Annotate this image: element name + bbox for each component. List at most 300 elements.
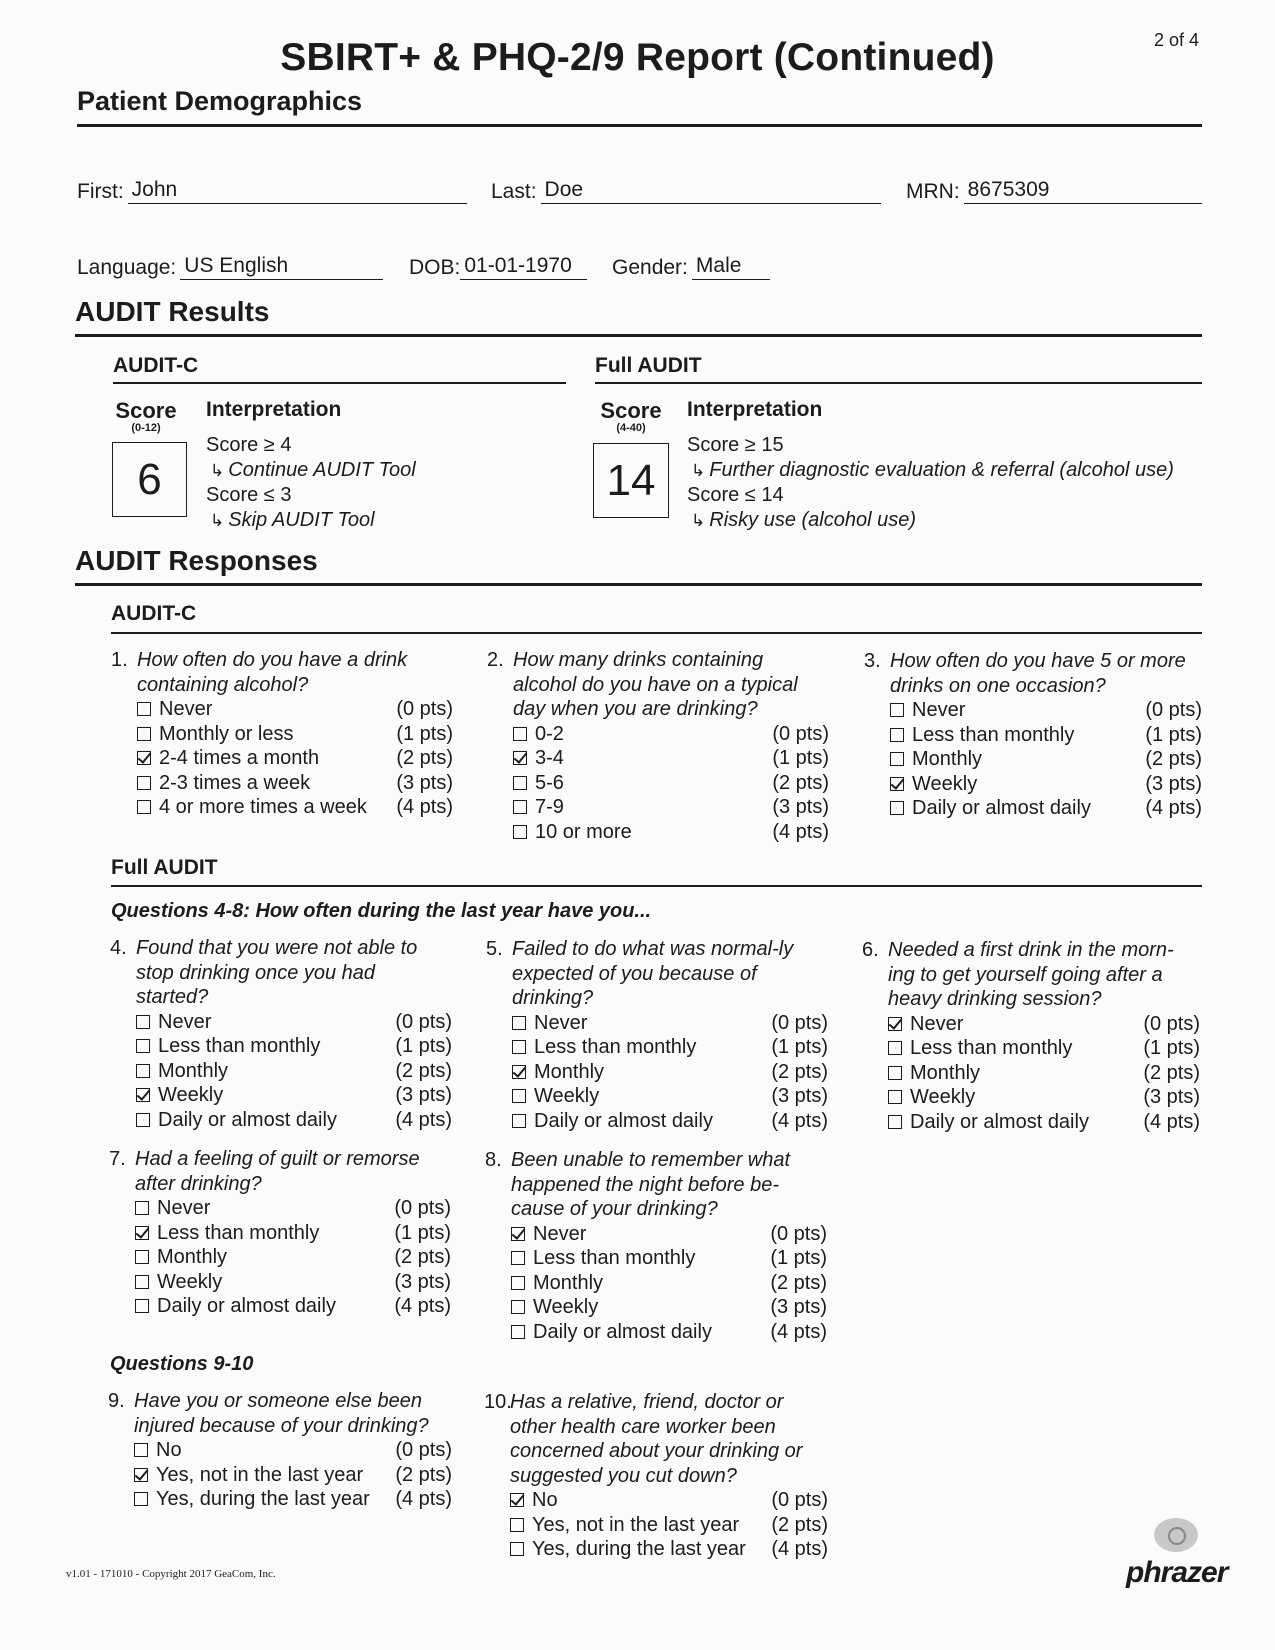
- auditc-responses-rule: [111, 632, 1202, 634]
- answer-option: [109, 1270, 451, 1295]
- answer-label: No: [156, 1439, 182, 1461]
- last-name-value: Doe: [541, 178, 881, 204]
- answer-option-left: [888, 1012, 963, 1037]
- auditc-interp-rule-1: Score ≥ 4: [206, 434, 292, 456]
- checkbox-icon: [511, 1325, 525, 1339]
- answer-points: (3 pts): [396, 771, 453, 794]
- checked-checkbox-icon: [134, 1468, 148, 1482]
- question-number: 6.: [862, 939, 879, 961]
- answer-label: 7-9: [535, 796, 564, 818]
- answer-points: (4 pts): [770, 1320, 827, 1343]
- answer-option: [484, 1488, 828, 1513]
- question-text: How often do you have a drink containing alcohol?: [137, 649, 408, 696]
- answer-option: [110, 1083, 452, 1108]
- answer-option-left: [888, 1036, 1072, 1061]
- question-text: Had a feeling of guilt or remorse after drinking?: [135, 1148, 420, 1195]
- answer-option-left: [137, 771, 310, 796]
- audit-results-heading: AUDIT Results: [75, 296, 270, 327]
- answer-label: Yes, not in the last year: [156, 1463, 364, 1486]
- full-audit-interp-action-1-text: Further diagnostic evaluation & referral (alcohol use): [709, 459, 1174, 481]
- answer-option: [110, 1034, 452, 1059]
- answer-option: [484, 1513, 828, 1538]
- answer-option: [108, 1487, 452, 1512]
- checkbox-icon: [135, 1299, 149, 1313]
- answer-option-left: [513, 795, 564, 820]
- question-9: [108, 1389, 452, 1512]
- answer-option: [110, 1108, 452, 1133]
- answer-label: Never: [159, 698, 213, 720]
- answer-label: Daily or almost daily: [912, 797, 1091, 819]
- question-text: Needed a first drink in the morn-ing to get yourself going after a heavy drinking session?: [888, 939, 1174, 1010]
- checked-checkbox-icon: [135, 1226, 149, 1240]
- answer-label: Weekly: [910, 1086, 976, 1108]
- answer-option: [109, 1221, 451, 1246]
- answer-option: [485, 1271, 827, 1296]
- answer-option-left: [511, 1320, 712, 1345]
- answer-option: [485, 1246, 827, 1271]
- answer-option-left: [512, 1011, 587, 1036]
- answer-label: Monthly: [157, 1246, 228, 1268]
- checkbox-icon: [137, 702, 151, 716]
- questions-4-8-title: Questions 4-8: How often during the last year have you...: [111, 900, 652, 922]
- full-audit-result-title: Full AUDIT: [595, 354, 702, 377]
- answer-points: (1 pts): [395, 1035, 452, 1057]
- answer-label: Less than monthly: [910, 1037, 1073, 1059]
- answer-points: (4 pts): [772, 820, 829, 843]
- answer-option: [111, 722, 453, 747]
- question-2: [487, 648, 829, 844]
- full-audit-responses-rule: [111, 885, 1202, 887]
- question-8: [485, 1148, 827, 1344]
- answer-option: [485, 1295, 827, 1320]
- answer-option: [109, 1294, 451, 1319]
- answer-option-left: [135, 1294, 336, 1319]
- question-number: 2.: [487, 649, 504, 671]
- mrn-value: 8675309: [964, 178, 1202, 204]
- answer-label: 2-3 times a week: [159, 771, 311, 794]
- full-audit-interpretation: [687, 433, 1174, 533]
- answer-option-left: [137, 746, 319, 771]
- answer-points: (0 pts): [1145, 699, 1202, 721]
- answer-points: (1 pts): [394, 1221, 451, 1244]
- answer-label: Daily or almost daily: [534, 1109, 713, 1132]
- answer-option: [862, 1061, 1200, 1086]
- answer-label: Weekly: [912, 772, 978, 795]
- auditc-interpretation-label: Interpretation: [206, 398, 342, 421]
- answer-label: 3-4: [535, 747, 564, 769]
- answer-option: [109, 1196, 451, 1221]
- full-audit-score-range: (4-40): [616, 422, 646, 434]
- answer-option-left: [890, 796, 1091, 821]
- checkbox-icon: [510, 1542, 524, 1556]
- answer-option-left: [511, 1271, 603, 1296]
- answer-option: [484, 1537, 828, 1562]
- answer-points: (2 pts): [771, 1060, 828, 1083]
- answer-label: Yes, during the last year: [532, 1538, 746, 1560]
- answer-points: (4 pts): [395, 1488, 452, 1510]
- answer-option: [486, 1060, 828, 1085]
- answer-points: (2 pts): [1145, 748, 1202, 770]
- auditc-score-box: 6: [112, 442, 187, 517]
- answer-option-left: [511, 1246, 695, 1271]
- language-field: [77, 254, 383, 280]
- answer-label: Never: [533, 1222, 587, 1245]
- question-header: [111, 648, 453, 697]
- answer-option: [111, 697, 453, 722]
- answer-option: [864, 723, 1202, 748]
- answer-points: (2 pts): [394, 1246, 451, 1268]
- auditc-interp-action-1: [206, 458, 416, 483]
- arrow-icon: ↳: [210, 511, 225, 530]
- audit-results-rule: [75, 334, 1202, 337]
- answer-label: Monthly: [912, 748, 983, 770]
- question-3: [864, 649, 1202, 821]
- answer-points: (2 pts): [395, 1463, 452, 1486]
- answer-option: [110, 1010, 452, 1035]
- first-name-value: John: [128, 178, 467, 204]
- checked-checkbox-icon: [513, 751, 527, 765]
- answer-label: 4 or more times a week: [159, 796, 367, 818]
- checkbox-icon: [890, 752, 904, 766]
- answer-option: [487, 746, 829, 771]
- answer-option-left: [134, 1463, 363, 1488]
- answer-points: (1 pts): [772, 747, 829, 769]
- auditc-interp-action-1-text: Continue AUDIT Tool: [228, 459, 416, 481]
- answer-points: (0 pts): [771, 1489, 828, 1511]
- answer-option-left: [510, 1488, 558, 1513]
- answer-label: Daily or almost daily: [158, 1108, 337, 1131]
- auditc-responses-title: AUDIT-C: [111, 602, 197, 625]
- answer-label: 2-4 times a month: [159, 747, 320, 769]
- answer-option-left: [137, 697, 212, 722]
- answer-option: [864, 698, 1202, 723]
- answer-option-left: [136, 1108, 337, 1133]
- answer-label: Never: [157, 1197, 211, 1219]
- checkbox-icon: [890, 728, 904, 742]
- answer-label: Less than monthly: [534, 1036, 697, 1058]
- dob-label: DOB:: [409, 256, 461, 279]
- answer-points: (2 pts): [771, 1513, 828, 1536]
- answer-label: Monthly: [158, 1059, 229, 1082]
- answer-label: Daily or almost daily: [157, 1295, 336, 1317]
- checkbox-icon: [511, 1276, 525, 1290]
- answer-label: Weekly: [533, 1296, 599, 1318]
- answer-option: [862, 1012, 1200, 1037]
- answer-label: Less than monthly: [533, 1247, 696, 1269]
- auditc-result-rule: [113, 382, 566, 384]
- question-text: Found that you were not able to stop drinking once you had started?: [136, 937, 418, 1008]
- answer-option-left: [510, 1537, 746, 1562]
- full-audit-result-rule: [595, 382, 1202, 384]
- auditc-interp-action-2-text: Skip AUDIT Tool: [228, 509, 375, 531]
- answer-points: (1 pts): [770, 1247, 827, 1269]
- checked-checkbox-icon: [510, 1493, 524, 1507]
- checked-checkbox-icon: [511, 1227, 525, 1241]
- checkbox-icon: [137, 800, 151, 814]
- first-name-field: [77, 178, 467, 204]
- answer-option: [486, 1011, 828, 1036]
- checkbox-icon: [888, 1115, 902, 1129]
- answer-option-left: [135, 1196, 210, 1221]
- checked-checkbox-icon: [137, 751, 151, 765]
- checkbox-icon: [510, 1518, 524, 1532]
- question-text: How many drinks containing alcohol do you have on a typical day when you are drinking?: [513, 649, 798, 720]
- auditc-interp-rule-2: Score ≤ 3: [206, 484, 292, 506]
- question-number: 7.: [109, 1148, 126, 1170]
- answer-label: Never: [158, 1010, 212, 1033]
- answer-label: 10 or more: [535, 820, 632, 843]
- answer-option-left: [512, 1035, 696, 1060]
- answer-points: (1 pts): [396, 722, 453, 745]
- question-header: [109, 1147, 451, 1196]
- answer-option-left: [512, 1060, 604, 1085]
- answer-option-left: [137, 795, 367, 820]
- first-name-label: First:: [77, 180, 124, 203]
- checkbox-icon: [513, 825, 527, 839]
- question-text: Has a relative, friend, doctor or other health care worker been concerned about your drinking or suggested you cut down?: [510, 1391, 803, 1487]
- answer-option-left: [135, 1245, 227, 1270]
- answer-option: [111, 746, 453, 771]
- answer-points: (4 pts): [771, 1538, 828, 1560]
- answer-option: [486, 1084, 828, 1109]
- question-number: 10.: [484, 1391, 512, 1413]
- demographics-heading: Patient Demographics: [77, 86, 363, 116]
- full-audit-interp-action-2-text: Risky use (alcohol use): [709, 509, 916, 531]
- answer-label: Less than monthly: [912, 723, 1075, 746]
- answer-option-left: [888, 1061, 980, 1086]
- answer-points: (4 pts): [771, 1109, 828, 1132]
- checkbox-icon: [136, 1039, 150, 1053]
- answer-label: Monthly: [533, 1271, 604, 1294]
- answer-points: (2 pts): [396, 747, 453, 769]
- answer-option: [485, 1222, 827, 1247]
- question-1: [111, 648, 453, 820]
- checked-checkbox-icon: [512, 1065, 526, 1079]
- footer-copyright: v1.01 - 171010 - Copyright 2017 GeaCom, Inc.: [66, 1568, 276, 1580]
- answer-points: (4 pts): [396, 796, 453, 818]
- answer-label: Monthly: [534, 1060, 605, 1083]
- question-number: 1.: [111, 649, 128, 671]
- auditc-score-range: (0-12): [131, 422, 161, 434]
- answer-label: Weekly: [158, 1084, 224, 1106]
- question-text: Been unable to remember what happened the night before be-cause of your drinking?: [511, 1149, 791, 1220]
- checkbox-icon: [137, 776, 151, 790]
- answer-option-left: [511, 1295, 598, 1320]
- answer-option: [862, 1110, 1200, 1135]
- answer-points: (4 pts): [394, 1295, 451, 1317]
- full-audit-interp-action-1: [687, 458, 1174, 483]
- answer-points: (3 pts): [394, 1270, 451, 1293]
- gender-value: Male: [692, 254, 770, 280]
- answer-points: (4 pts): [395, 1108, 452, 1131]
- checkbox-icon: [888, 1066, 902, 1080]
- checkbox-icon: [888, 1090, 902, 1104]
- checkbox-icon: [134, 1443, 148, 1457]
- checkbox-icon: [136, 1113, 150, 1127]
- answer-option-left: [136, 1083, 223, 1108]
- question-header: [864, 649, 1202, 698]
- checked-checkbox-icon: [890, 777, 904, 791]
- answer-option-left: [513, 746, 564, 771]
- question-header: [485, 1148, 827, 1222]
- answer-label: 5-6: [535, 771, 564, 794]
- checkbox-icon: [512, 1016, 526, 1030]
- answer-option-left: [890, 723, 1074, 748]
- answer-option: [487, 795, 829, 820]
- audit-responses-heading: AUDIT Responses: [75, 545, 318, 576]
- checkbox-icon: [136, 1015, 150, 1029]
- answer-points: (0 pts): [772, 722, 829, 745]
- answer-label: Weekly: [534, 1085, 600, 1107]
- question-number: 4.: [110, 937, 127, 959]
- last-name-label: Last:: [491, 180, 537, 203]
- answer-option: [487, 722, 829, 747]
- mrn-label: MRN:: [906, 180, 960, 203]
- dob-value: 01-01-1970: [460, 254, 587, 280]
- answer-points: (0 pts): [395, 1010, 452, 1033]
- answer-option: [486, 1109, 828, 1134]
- answer-points: (2 pts): [772, 771, 829, 794]
- question-number: 9.: [108, 1390, 125, 1412]
- answer-option: [864, 747, 1202, 772]
- checkbox-icon: [134, 1492, 148, 1506]
- answer-points: (2 pts): [1143, 1061, 1200, 1084]
- answer-option-left: [890, 772, 977, 797]
- question-header: [487, 648, 829, 722]
- answer-option: [485, 1320, 827, 1345]
- language-label: Language:: [77, 256, 177, 279]
- question-10: [484, 1390, 828, 1562]
- answer-points: (3 pts): [771, 1085, 828, 1107]
- checkbox-icon: [513, 800, 527, 814]
- answer-option-left: [136, 1010, 211, 1035]
- answer-option: [111, 795, 453, 820]
- full-audit-score-label: Score: [600, 398, 662, 423]
- answer-option: [862, 1036, 1200, 1061]
- answer-label: Daily or almost daily: [533, 1320, 712, 1343]
- answer-option-left: [136, 1059, 228, 1084]
- answer-points: (0 pts): [1143, 1012, 1200, 1035]
- checked-checkbox-icon: [136, 1088, 150, 1102]
- answer-option-left: [512, 1109, 713, 1134]
- answer-points: (3 pts): [1145, 772, 1202, 795]
- mrn-field: [906, 178, 1202, 204]
- answer-points: (4 pts): [1143, 1110, 1200, 1133]
- answer-points: (1 pts): [771, 1036, 828, 1058]
- answer-points: (1 pts): [1145, 723, 1202, 746]
- answer-option-left: [511, 1222, 586, 1247]
- answer-option: [110, 1059, 452, 1084]
- answer-option-left: [136, 1034, 320, 1059]
- answer-option: [109, 1245, 451, 1270]
- answer-points: (3 pts): [772, 796, 829, 818]
- answer-option-left: [134, 1438, 182, 1463]
- answer-option-left: [135, 1221, 319, 1246]
- checkbox-icon: [890, 801, 904, 815]
- question-header: [110, 936, 452, 1010]
- answer-option: [111, 771, 453, 796]
- auditc-score-label: Score: [115, 398, 177, 423]
- globe-icon: [1154, 1518, 1198, 1552]
- checkbox-icon: [511, 1251, 525, 1265]
- full-audit-score-box: 14: [593, 443, 669, 518]
- question-4: [110, 936, 452, 1132]
- checkbox-icon: [513, 727, 527, 741]
- answer-label: Daily or almost daily: [910, 1110, 1089, 1133]
- full-audit-interp-action-2: [687, 508, 1174, 533]
- audit-responses-rule: [75, 583, 1202, 586]
- question-number: 3.: [864, 650, 881, 672]
- answer-option-left: [513, 820, 632, 845]
- full-audit-responses-title: Full AUDIT: [111, 856, 218, 879]
- answer-option-left: [888, 1110, 1089, 1135]
- answer-points: (3 pts): [770, 1296, 827, 1318]
- answer-option: [108, 1463, 452, 1488]
- answer-points: (3 pts): [1143, 1086, 1200, 1108]
- answer-option-left: [510, 1513, 739, 1538]
- checkbox-icon: [135, 1275, 149, 1289]
- answer-label: Yes, not in the last year: [532, 1513, 740, 1536]
- arrow-icon: ↳: [691, 511, 706, 530]
- full-audit-interp-rule-2: Score ≤ 14: [687, 484, 784, 506]
- checkbox-icon: [888, 1041, 902, 1055]
- answer-label: 0-2: [535, 722, 564, 745]
- answer-label: Never: [534, 1011, 588, 1034]
- answer-option: [487, 820, 829, 845]
- auditc-interp-action-2: [206, 508, 416, 533]
- checked-checkbox-icon: [888, 1017, 902, 1031]
- answer-label: Monthly: [910, 1061, 981, 1084]
- answer-option: [862, 1085, 1200, 1110]
- answer-option: [864, 796, 1202, 821]
- question-text: How often do you have 5 or more drinks on one occasion?: [890, 650, 1186, 697]
- answer-points: (0 pts): [395, 1439, 452, 1461]
- questions-9-10-title: Questions 9-10: [110, 1353, 254, 1375]
- checkbox-icon: [511, 1300, 525, 1314]
- question-number: 5.: [486, 938, 503, 960]
- checkbox-icon: [512, 1040, 526, 1054]
- answer-option: [864, 772, 1202, 797]
- question-text: Failed to do what was normal-ly expected of you because of drinking?: [512, 938, 794, 1009]
- page-number: 2 of 4: [1154, 30, 1200, 50]
- checkbox-icon: [513, 776, 527, 790]
- answer-label: Never: [912, 699, 966, 721]
- answer-option-left: [890, 747, 982, 772]
- answer-option: [486, 1035, 828, 1060]
- answer-points: (0 pts): [771, 1011, 828, 1034]
- answer-option-left: [513, 771, 564, 796]
- question-6: [862, 938, 1200, 1134]
- answer-label: Less than monthly: [158, 1035, 321, 1057]
- checkbox-icon: [135, 1250, 149, 1264]
- answer-label: Less than monthly: [157, 1221, 320, 1244]
- question-header: [862, 938, 1200, 1012]
- answer-points: (3 pts): [395, 1084, 452, 1106]
- checkbox-icon: [135, 1201, 149, 1215]
- checkbox-icon: [137, 727, 151, 741]
- answer-points: (0 pts): [396, 698, 453, 720]
- gender-field: [612, 254, 770, 280]
- full-audit-interp-rule-1: Score ≥ 15: [687, 434, 784, 456]
- phrazer-logo: [1120, 1518, 1230, 1598]
- answer-option-left: [888, 1085, 975, 1110]
- arrow-icon: ↳: [691, 461, 706, 480]
- gender-label: Gender:: [612, 256, 688, 279]
- last-name-field: [491, 178, 881, 204]
- dob-field: [409, 254, 587, 280]
- demographics-rule: [77, 124, 1202, 127]
- language-value: US English: [180, 254, 383, 280]
